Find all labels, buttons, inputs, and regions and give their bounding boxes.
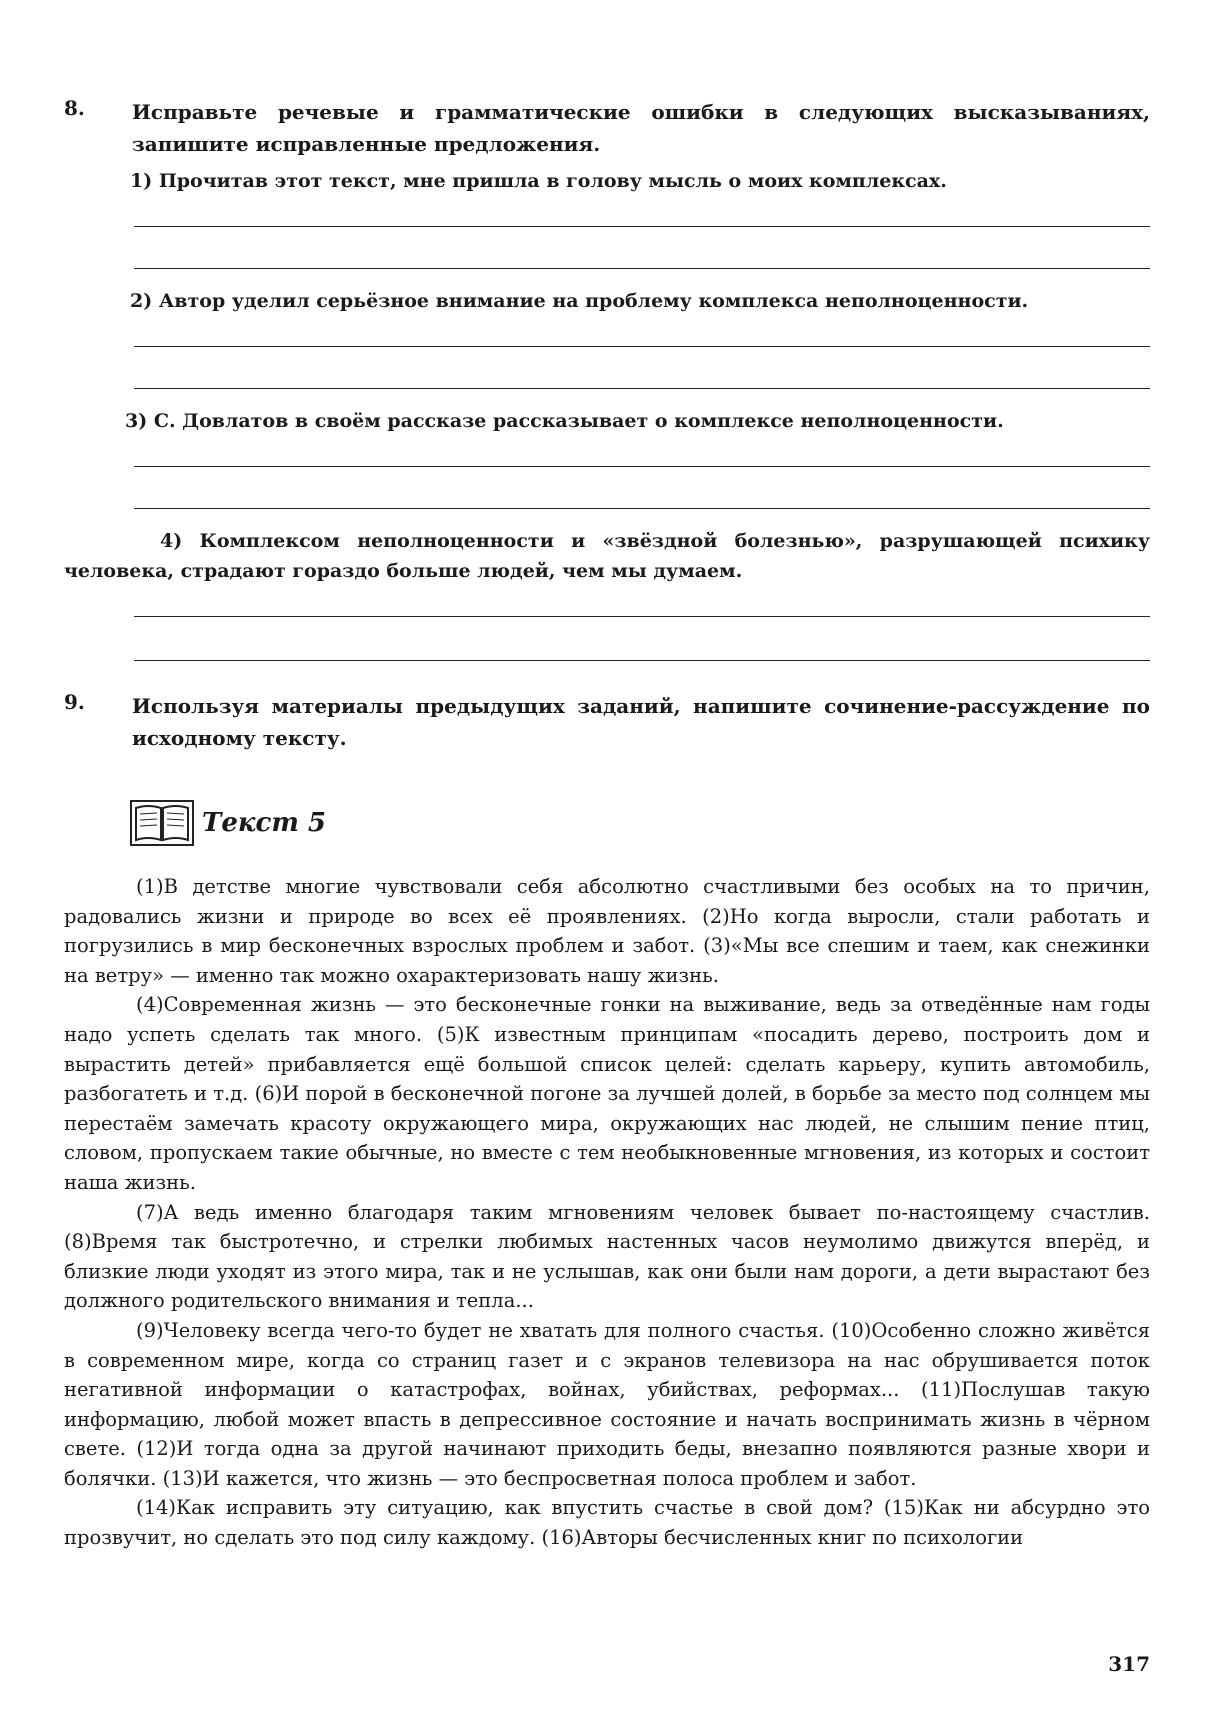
sentence-1: 1) Прочитав этот текст, мне пришла в голову мысль о моих комплексах. — [130, 170, 947, 192]
task-8-prompt: Исправьте речевые и грамматические ошибки в следующих высказываниях, запишите исправленные предложения. — [132, 100, 1150, 156]
answer-line[interactable] — [134, 226, 1150, 227]
task-8 — [64, 96, 1150, 160]
task-9-prompt: Используя материалы предыдущих заданий, напишите сочинение-рассуждение по исходному тексту. — [132, 694, 1150, 750]
page-number: 317 — [1108, 1652, 1150, 1676]
sentence-3: 3) С. Довлатов в своём рассказе рассказывает о комплексе неполноценности. — [125, 410, 1004, 432]
task-8-number: 8. — [64, 96, 85, 120]
answer-line[interactable] — [134, 268, 1150, 269]
paragraph: (7)А ведь именно благодаря таким мгновениям человек бывает по-настоящему счастлив. (8)Время так быстротечно, и стрелки любимых настенных часов неумолимо движутся вперёд, и близкие люди уходят из этого мира, так и не услышав, как они были нам дороги, а дети вырастают без должного родительского внимания и тепла... — [64, 1200, 1150, 1313]
paragraph: (14)Как исправить эту ситуацию, как впустить счастье в свой дом? (15)Как ни абсурдно это прозвучит, но сделать это под силу каждому. (16)Авторы бесчисленных книг по психологии — [64, 1496, 1150, 1550]
book-icon — [130, 800, 194, 846]
answer-line[interactable] — [134, 346, 1150, 347]
paragraph: (9)Человеку всегда чего-то будет не хватать для полного счастья. (10)Особенно сложно живётся в современном мире, когда со страниц газет и с экранов телевизора на нас обрушивается поток негативной информации о катастрофах, войнах, убийствах, реформах... (11)Послушав такую информацию, любой может впасть в депрессивное состояние и начать воспринимать жизнь в чёрном свете. (12)И тогда одна за другой начинают приходить беды, внезапно появляются разные хвори и болячки. (13)И кажется, что жизнь — это беспросветная полоса проблем и забот. — [64, 1318, 1150, 1490]
text-title: Текст 5 — [202, 808, 326, 838]
answer-line[interactable] — [134, 508, 1150, 509]
task-9 — [64, 690, 1150, 754]
answer-line[interactable] — [134, 466, 1150, 467]
answer-line[interactable] — [134, 660, 1150, 661]
paragraph: (4)Современная жизнь — это бесконечные гонки на выживание, ведь за отведённые нам годы надо успеть сделать так много. (5)К известным принципам «посадить дерево, построить дом и вырастить детей» прибавляется ещё большой список целей: сделать карьеру, купить автомобиль, разбогатеть и т.д. (6)И порой в бесконечной погоне за лучшей долей, в борьбе за место под солнцем мы перестаём замечать красоту окружающего мира, окружающих нас людей, не слышим пение птиц, словом, пропускаем такие обычные, но вместе с тем необыкновенные мгновения, из которых и состоит наша жизнь. — [64, 993, 1150, 1194]
text-passage — [64, 872, 1150, 1553]
sentence-4: 4) Комплексом неполноценности и «звёздной болезнью», разрушающей психику человека, страдают гораздо больше людей, чем мы думаем. — [64, 530, 1150, 582]
text-header — [130, 800, 430, 850]
answer-line[interactable] — [134, 388, 1150, 389]
paragraph: (1)В детстве многие чувствовали себя абсолютно счастливыми без особых на то причин, радовались жизни и природе во всех её проявлениях. (2)Но когда выросли, стали работать и погрузились в мир бесконечных взрослых проблем и забот. (3)«Мы все спешим и таем, как снежинки на ветру» — именно так можно охарактеризовать нашу жизнь. — [64, 875, 1150, 987]
task-9-number: 9. — [64, 690, 85, 714]
answer-line[interactable] — [134, 616, 1150, 617]
sentence-2: 2) Автор уделил серьёзное внимание на проблему комплекса неполноценности. — [130, 290, 1029, 312]
